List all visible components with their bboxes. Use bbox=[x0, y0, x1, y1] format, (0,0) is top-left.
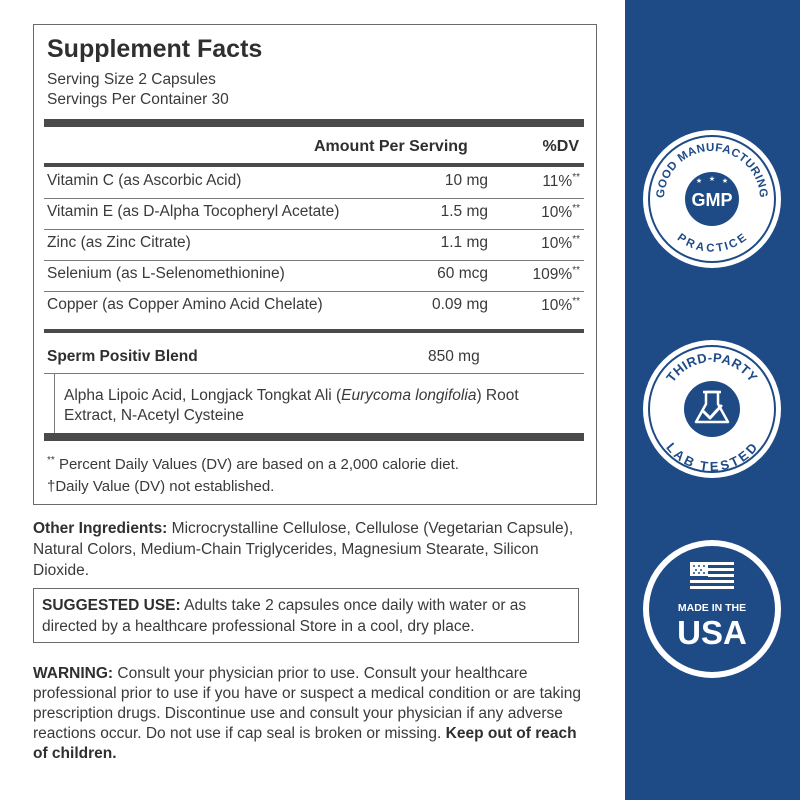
lab-tested-badge bbox=[643, 340, 781, 478]
badge-sidebar bbox=[625, 0, 800, 800]
nutrient-row bbox=[44, 167, 584, 199]
facts-title: Supplement Facts bbox=[47, 35, 263, 63]
nutrient-row bbox=[44, 291, 584, 322]
nutrient-amount: 0.09 mg bbox=[431, 296, 488, 313]
svg-text:GOOD MANUFACTURING: GOOD MANUFACTURING bbox=[654, 141, 770, 199]
nutrient-amount: 10 mg bbox=[444, 172, 488, 189]
warning-text: WARNING: Consult your physician prior to use. Consult your healthcare professional prior to use if you have or suspect a medical condition or are taking prescription drugs. Discontinue use and consult your physician if any adverse reactions occur. Do not use if cap seal is broken or missing. Keep out of reach of children. bbox=[33, 665, 581, 762]
footnote-not-established: †Daily Value (DV) not established. bbox=[47, 478, 275, 495]
thick-rule-bottom bbox=[44, 433, 584, 441]
footnote-dv: ** Percent Daily Values (DV) are based on a 2,000 calorie diet. bbox=[47, 455, 459, 473]
servings-per-container: Servings Per Container 30 bbox=[47, 91, 229, 108]
nutrient-name: Vitamin E (as D-Alpha Tocopheryl Acetate) bbox=[47, 203, 340, 220]
svg-text:MADE IN THE: MADE IN THE bbox=[677, 602, 747, 614]
svg-text:GMP: GMP bbox=[691, 190, 733, 210]
nutrient-row bbox=[44, 198, 584, 230]
svg-text:★: ★ bbox=[695, 178, 703, 185]
nutrient-row bbox=[44, 260, 584, 292]
indent-line bbox=[54, 374, 55, 434]
other-ingredients: Other Ingredients: Microcrystalline Cellulose, Cellulose (Vegetarian Capsule), Natural Colors, Medium-Chain Triglycerides, Magnesium Stearate, Silicon Dioxide. bbox=[33, 520, 574, 579]
nutrient-name: Vitamin C (as Ascorbic Acid) bbox=[47, 172, 242, 189]
thick-rule-top bbox=[44, 119, 584, 127]
nutrient-dv: 10%** bbox=[541, 203, 580, 222]
made-in-usa-badge bbox=[643, 540, 781, 678]
blend-ingredients-box bbox=[44, 373, 584, 434]
header-amount: Amount Per Serving bbox=[314, 138, 468, 155]
nutrient-amount: 1.1 mg bbox=[440, 234, 488, 251]
nutrient-dv: 109%** bbox=[532, 265, 580, 284]
serving-size: Serving Size 2 Capsules bbox=[47, 71, 216, 88]
nutrient-row bbox=[44, 229, 584, 261]
us-flag-icon bbox=[690, 562, 734, 590]
blend-ingredients: Alpha Lipoic Acid, Longjack Tongkat Ali (Eurycoma longifolia) Root Extract, N-Acetyl Cysteine bbox=[64, 387, 519, 424]
svg-text:★: ★ bbox=[708, 176, 716, 183]
svg-text:PRACTICE: PRACTICE bbox=[674, 231, 750, 255]
svg-text:★: ★ bbox=[721, 178, 729, 185]
header-dv: %DV bbox=[542, 138, 579, 155]
nutrient-name: Zinc (as Zinc Citrate) bbox=[47, 234, 191, 251]
svg-text:THIRD-PARTY: THIRD-PARTY bbox=[663, 349, 761, 385]
suggested-use-box: SUGGESTED USE: Adults take 2 capsules once daily with water or as directed by a healthcare professional Store in a cool, dry place. bbox=[33, 588, 579, 643]
nutrient-dv: 10%** bbox=[541, 234, 580, 253]
blend-name: Sperm Positiv Blend bbox=[47, 348, 198, 365]
nutrient-amount: 1.5 mg bbox=[440, 203, 488, 220]
nutrient-name: Selenium (as L-Selenomethionine) bbox=[47, 265, 285, 282]
nutrient-name: Copper (as Copper Amino Acid Chelate) bbox=[47, 296, 323, 313]
nutrient-dv: 10%** bbox=[541, 296, 580, 315]
nutrient-amount: 60 mcg bbox=[437, 265, 488, 282]
nutrient-dv: 11%** bbox=[542, 172, 580, 191]
supplement-facts-panel bbox=[33, 24, 597, 505]
medium-rule bbox=[44, 329, 584, 333]
blend-amount: 850 mg bbox=[428, 348, 480, 365]
gmp-seal-icon bbox=[643, 130, 781, 268]
svg-text:USA: USA bbox=[677, 614, 747, 651]
svg-text:LAB TESTED: LAB TESTED bbox=[663, 439, 761, 475]
